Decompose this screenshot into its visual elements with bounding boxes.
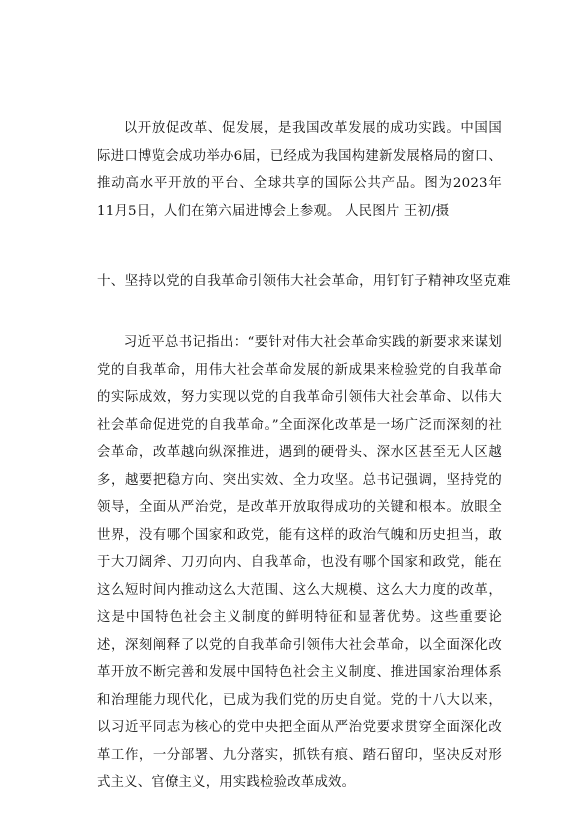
section-body-paragraph: 习近平总书记指出：“要针对伟大社会革命实践的新要求来谋划党的自我革命，用伟大社会革命发展的新成果来检验党的自我革命的实际成效，努力实现以党的自我革命引领伟大社会革命、以伟大社会革命促进党的自我革命。”全面深化改革是一场广泛而深刻的社会革命，改革越向纵深推进，遇到的硬骨头、深水区甚至无人区越多，越要把稳方向、突出实效、全力攻坚。总书记强调，坚持党的领导，全面从严治党，是改革开放取得成功的关键和根本。放眼全世界，没有哪个国家和政党，能有这样的政治气魄和历史担当，敢于大刀阔斧、刀刃向内、自我革命，也没有哪个国家和政党，能在这么短时间内推动这么大范围、这么大规模、这么大力度的改革，这是中国特色社会主义制度的鲜明特征和显著优势。这些重要论述，深刻阐释了以党的自我革命引领伟大社会革命，以全面深化改革开放不断完善和发展中国特色社会主义制度、推进国家治理体系和治理能力现代化，已成为我们党的历史自觉。党的十八大以来，以习近平同志为核心的党中央把全面从严治党要求贯穿全面深化改革工作，一分部署、九分落实，抓铁有痕、踏石留印，坚决反对形式主义、官僚主义，用实践检验改革成效。: [97, 335, 502, 790]
photo-caption: 以开放促改革、促发展，是我国改革发展的成功实践。中国国际进口博览会成功举办6届，已经成为我国构建新发展格局的窗口、推动高水平开放的平台、全球共享的国际公共产品。图为2023年11月5日，人们在第六届进博会上参观。 人民图片 王初/摄: [97, 121, 502, 219]
section-heading: 十、坚持以党的自我革命引领伟大社会革命，用钉钉子精神攻坚克难: [97, 273, 511, 289]
